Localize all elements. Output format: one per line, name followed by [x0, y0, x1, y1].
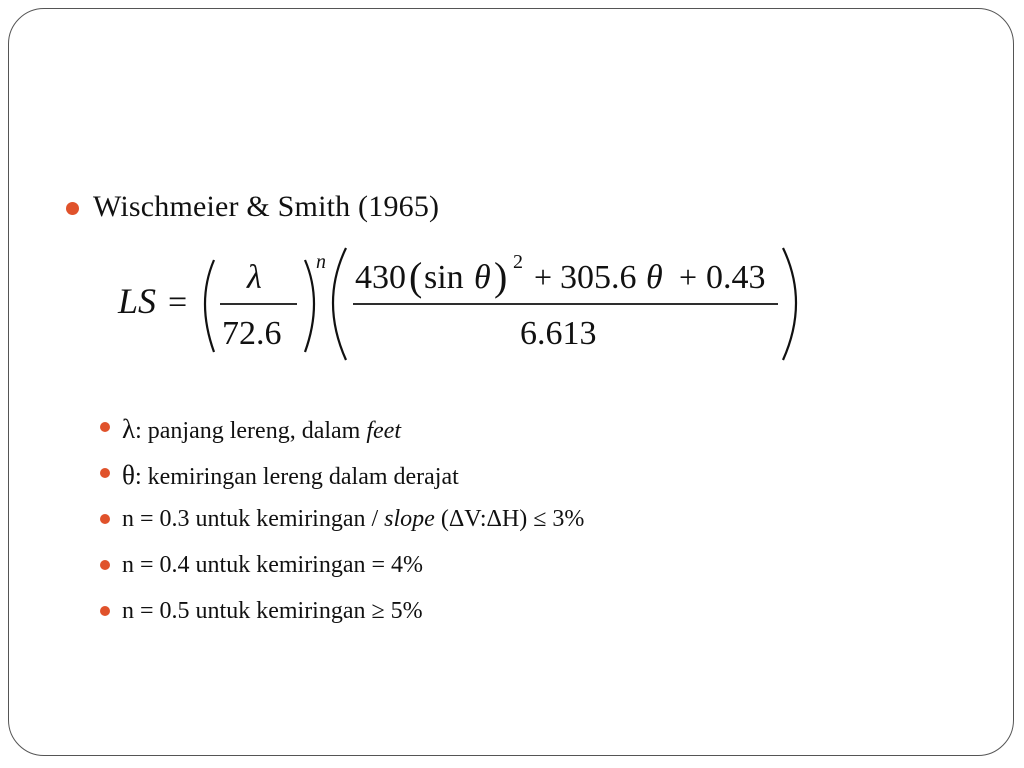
slide-frame: [8, 8, 1014, 756]
ls-formula: [110, 240, 810, 365]
paren-open-small: (: [409, 254, 423, 299]
sub-item: [100, 454, 900, 500]
formula-svg: [110, 240, 810, 365]
sub-item-body: n = 0.3 untuk kemiringan /: [122, 506, 385, 532]
sub-item-body: n = 0.4 untuk kemiringan = 4%: [122, 552, 424, 578]
bullet-dot-icon: [66, 202, 79, 215]
sub-item-body: n = 0.5 untuk kemiringan ≥ 5%: [122, 598, 423, 624]
formula-numerator-a: 430: [355, 259, 406, 296]
formula-lhs: LS: [118, 281, 157, 321]
sub-item: [100, 408, 900, 454]
left-paren-1: [205, 260, 214, 352]
sub-item-italic: feet: [366, 418, 401, 444]
sub-item-text: [122, 460, 459, 491]
formula-main-denominator: 6.613: [520, 315, 597, 352]
sub-item-text: [122, 506, 584, 533]
sub-item-text: [122, 414, 401, 445]
formula-exponent: n: [316, 251, 326, 273]
right-paren-1: [305, 260, 314, 352]
sub-item-body: : kemiringan lereng dalam derajat: [134, 464, 459, 490]
formula-theta-2: θ: [646, 259, 663, 296]
main-bullet-text: Wischmeier & Smith (1965): [93, 190, 440, 223]
formula-square: 2: [513, 251, 523, 273]
symbol-theta: θ: [122, 460, 135, 490]
bullet-dot-icon: [100, 514, 110, 524]
formula-lambda: λ: [247, 259, 262, 296]
sub-item-after: (ΔV:ΔH) ≤ 3%: [434, 506, 585, 532]
sub-item-text: [122, 598, 423, 625]
bullet-dot-icon: [100, 422, 110, 432]
formula-sin: sin: [424, 259, 464, 296]
formula-lambda-denominator: 72.6: [222, 315, 282, 352]
right-paren-2: [783, 248, 796, 360]
paren-close-small: ): [494, 254, 508, 299]
left-paren-2: [333, 248, 346, 360]
formula-equals: =: [168, 284, 188, 321]
formula-numerator-b: 305.6: [560, 259, 637, 296]
bullet-dot-icon: [100, 560, 110, 570]
symbol-lambda: λ: [122, 414, 136, 444]
bullet-dot-icon: [100, 606, 110, 616]
formula-plus-1: +: [534, 259, 553, 295]
bullet-dot-icon: [100, 468, 110, 478]
sub-item: [100, 546, 900, 592]
sub-bullet-list: [100, 408, 900, 638]
sub-item-body: : panjang lereng, dalam: [135, 418, 367, 444]
sub-item: [100, 592, 900, 638]
formula-plus-2: +: [679, 259, 698, 295]
formula-numerator-c: 0.43: [706, 259, 766, 296]
formula-theta: θ: [474, 259, 491, 296]
sub-item-text: [122, 552, 423, 579]
sub-item: [100, 500, 900, 546]
sub-item-italic: slope: [384, 506, 435, 532]
